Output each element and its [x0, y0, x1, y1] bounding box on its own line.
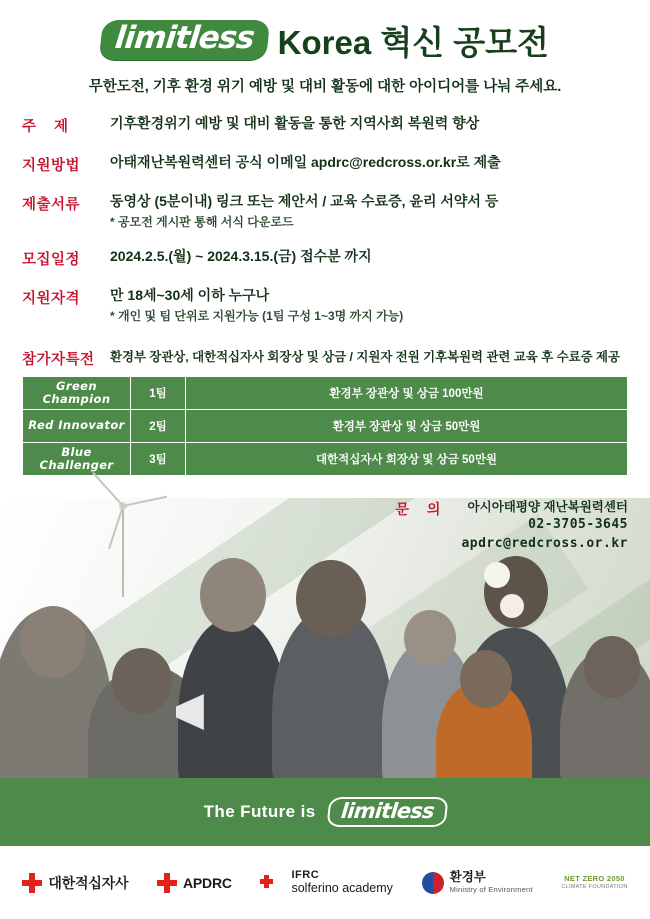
logo-sublabel: Ministry of Environment — [449, 884, 533, 894]
info-body — [110, 153, 628, 172]
logo-korean-red-cross — [22, 873, 128, 893]
info-row-howto — [22, 153, 628, 175]
prize-team-count: 1팀 — [131, 376, 186, 409]
info-note: * 개인 및 팀 단위로 지원가능 (1팀 구성 1~3명 까지 가능) — [110, 309, 404, 324]
info-label: 제출서류 — [22, 197, 81, 213]
person-photo — [296, 560, 366, 638]
contact-info — [461, 498, 628, 554]
info-body — [110, 192, 628, 230]
prize-award-name: Blue Challenger — [23, 442, 131, 475]
page-subtitle: 무한도전, 기후 환경 위기 예방 및 대비 활동에 대한 아이디어를 나눠 주세요. — [88, 79, 562, 95]
red-cross-icon — [22, 873, 42, 893]
prize-table — [22, 376, 628, 476]
prize-header — [22, 347, 628, 369]
prize-award-name: Green Champion — [23, 376, 131, 409]
limitless-logo: limitless — [99, 20, 270, 60]
prize-description: 환경부 장관상, 대한적십자사 회장상 및 상금 / 지원자 전원 기후복원력 관련 교육 후 수료증 제공 — [110, 349, 620, 364]
taegeuk-icon — [422, 872, 444, 894]
table-row — [23, 442, 628, 475]
future-text: The Future is — [203, 802, 316, 821]
page-title: Korea 혁신 공모전 — [277, 23, 549, 61]
contact-email[interactable]: apdrc@redcross.or.kr — [461, 535, 628, 551]
info-row-topic — [22, 114, 628, 136]
logo-sublabel: CLIMATE FOUNDATION — [561, 883, 628, 890]
logo-label: 대한적십자사 — [48, 874, 129, 891]
logo-ministry-of-environment — [422, 871, 533, 894]
windmill-icon — [122, 505, 124, 597]
prize-detail: 환경부 장관상 및 상금 50만원 — [186, 409, 628, 442]
logo-ifrc-solferino — [260, 870, 392, 895]
flower-icon — [500, 594, 524, 618]
info-text: 만 18세~30세 이하 누구나 — [110, 287, 270, 304]
contact-block — [396, 498, 629, 554]
contact-org: 아시아태평양 재난복원력센터 — [467, 500, 628, 514]
person-photo — [200, 558, 266, 632]
person-photo — [404, 610, 456, 666]
info-body — [110, 114, 628, 133]
info-text: 2024.2.5.(월) ~ 2024.3.15.(금) 접수분 까지 — [110, 248, 372, 265]
info-row-eligibility — [22, 286, 628, 324]
info-label: 주 제 — [22, 119, 76, 135]
prize-award-name: Red Innovator — [23, 409, 131, 442]
limitless-logo-outline: limitless — [326, 797, 448, 827]
flower-icon — [484, 562, 510, 588]
person-photo — [584, 636, 640, 698]
footer-logos — [0, 846, 650, 919]
info-body — [110, 286, 628, 324]
contact-label: 문 의 — [395, 501, 448, 517]
future-band — [0, 778, 650, 846]
prize-detail: 대한적십자사 회장상 및 상금 50만원 — [186, 442, 628, 475]
logo-label: 환경부 — [449, 870, 486, 885]
info-row-documents — [22, 192, 628, 230]
prize-detail: 환경부 장관상 및 상금 100만원 — [186, 376, 628, 409]
person-photo — [460, 650, 512, 708]
logo-sublabel: solferino academy — [291, 880, 393, 895]
prize-team-count: 2팀 — [131, 409, 186, 442]
red-cross-crescent-icon — [260, 872, 286, 892]
prize-team-count: 3팀 — [131, 442, 186, 475]
person-photo — [112, 648, 172, 714]
contact-phone: 02-3705-3645 — [528, 517, 628, 533]
logo-label: NET ZERO 2050 — [564, 874, 625, 884]
info-label: 모집일정 — [22, 252, 81, 269]
info-section — [22, 114, 628, 325]
poster-header — [0, 0, 650, 96]
info-text: 기후환경위기 예방 및 대비 활동을 통한 지역사회 복원력 향상 — [110, 115, 480, 131]
info-label: 지원자격 — [22, 291, 81, 308]
info-text: 동영상 (5분이내) 링크 또는 제안서 / 교육 수료증, 윤리 서약서 등 — [110, 193, 499, 209]
title-row — [0, 14, 650, 66]
logo-apdrc — [157, 873, 232, 893]
person-photo — [20, 606, 86, 678]
table-row — [23, 376, 628, 409]
info-text: 아태재난복원력센터 공식 이메일 apdrc@redcross.or.kr로 제출 — [110, 154, 501, 170]
logo-label: APDRC — [183, 874, 232, 891]
red-cross-icon — [157, 873, 177, 893]
info-note: * 공모전 게시판 통해 서식 다운로드 — [110, 214, 294, 229]
info-row-schedule — [22, 247, 628, 269]
logo-label: IFRC — [291, 869, 320, 882]
logo-net-zero-2050 — [561, 875, 627, 890]
table-row — [23, 409, 628, 442]
info-body — [110, 247, 628, 266]
info-label: 지원방법 — [22, 158, 81, 174]
prize-label: 참가자특전 — [22, 351, 95, 368]
